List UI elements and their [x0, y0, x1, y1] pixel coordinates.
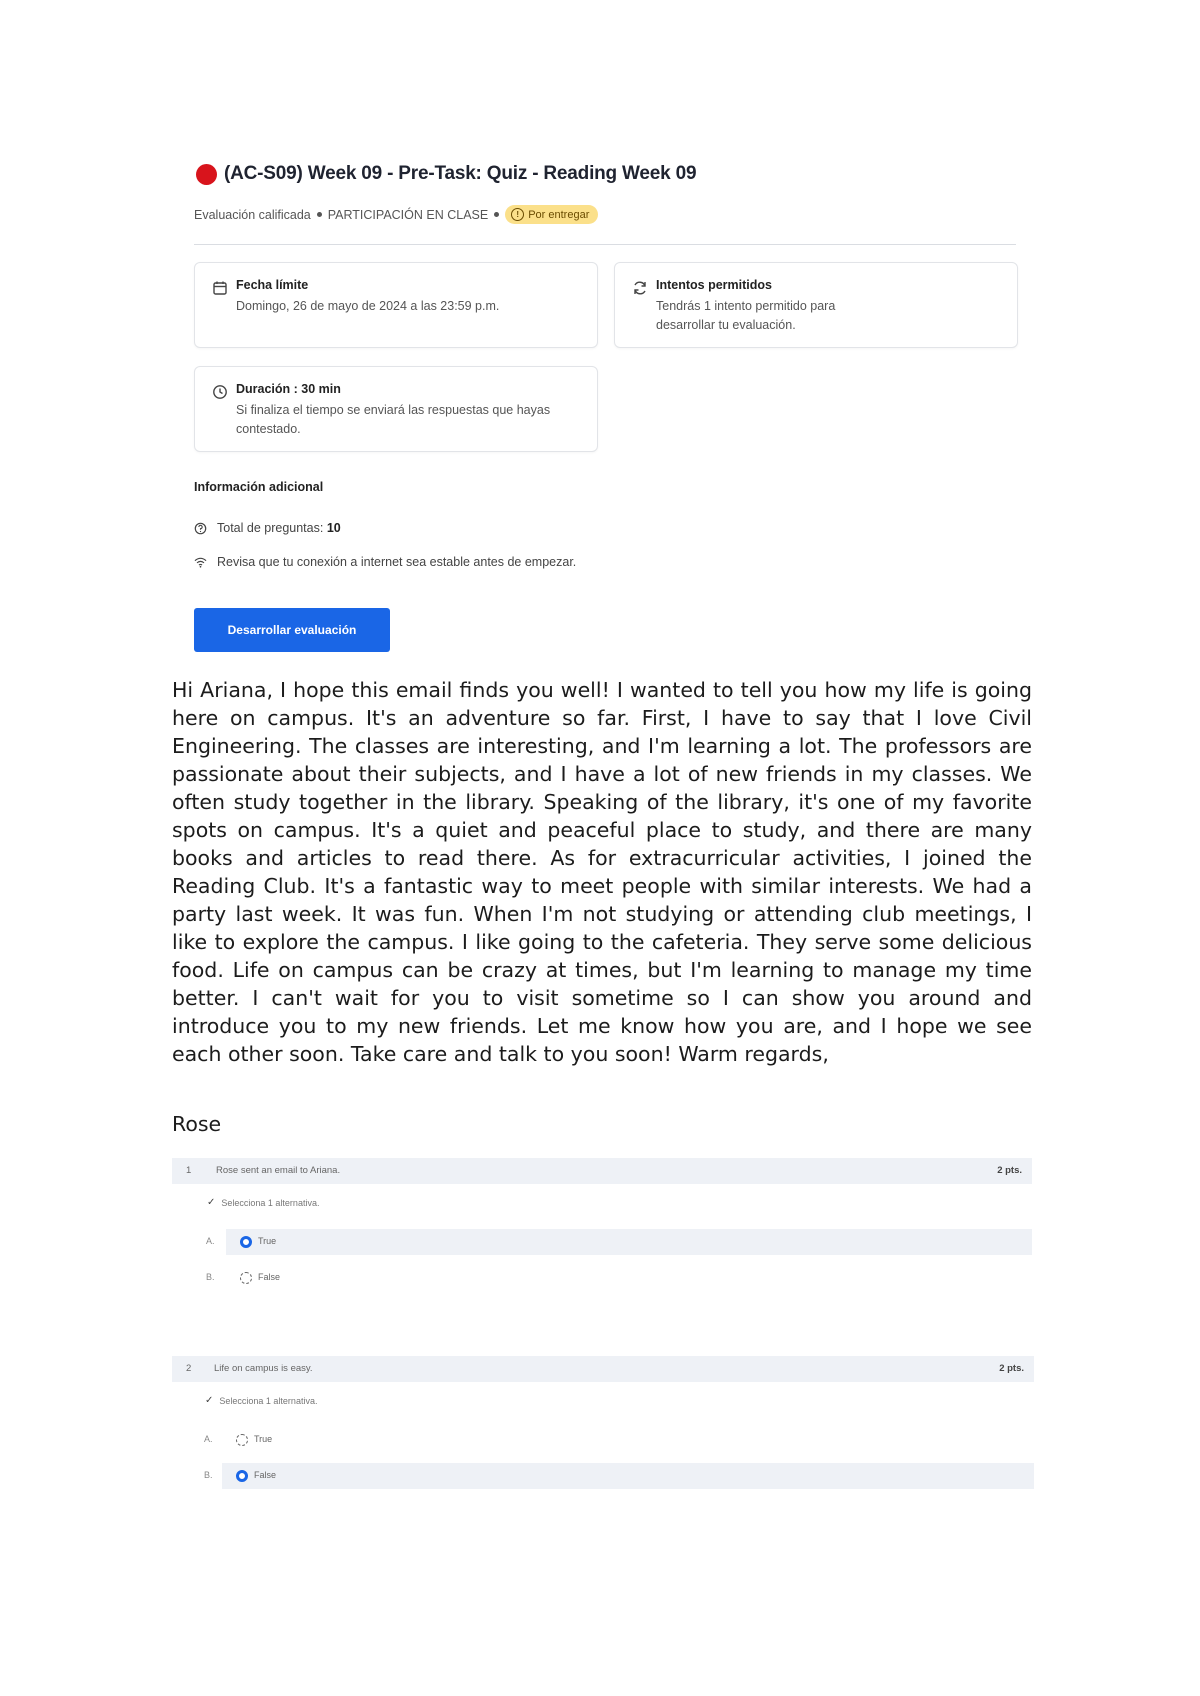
evaluation-category: PARTICIPACIÓN EN CLASE	[327, 207, 489, 222]
status-badge	[505, 205, 598, 224]
question-points: 2 pts.	[999, 1363, 1024, 1374]
email-signature: Rose	[172, 1112, 222, 1136]
duration-title: Duración : 30 min	[236, 382, 341, 396]
option-false[interactable]	[222, 1463, 1034, 1489]
attempts-text: Tendrás 1 intento permitido para desarrollar tu evaluación.	[656, 299, 836, 332]
option-true[interactable]	[222, 1427, 1034, 1453]
option-letter: B.	[206, 1272, 215, 1282]
total-questions-count: 10	[326, 521, 341, 535]
instruction-text: Selecciona 1 alternativa.	[221, 1197, 320, 1208]
option-true[interactable]	[226, 1229, 1032, 1255]
clock-icon	[212, 384, 228, 400]
wifi-icon	[194, 556, 207, 569]
question-instruction	[205, 1395, 317, 1406]
option-letter: B.	[204, 1470, 213, 1480]
deadline-text: Domingo, 26 de mayo de 2024 a las 23:59 p.m.	[236, 299, 500, 313]
start-evaluation-button[interactable]: Desarrollar evaluación	[194, 608, 390, 652]
refresh-icon	[632, 280, 648, 296]
check-icon: ✓	[205, 1395, 214, 1406]
attempts-card	[614, 262, 1018, 348]
question-number: 2	[186, 1363, 192, 1374]
duration-text: Si finaliza el tiempo se enviará las respuestas que hayas contestado.	[236, 403, 551, 436]
quiz-meta	[194, 205, 598, 224]
deadline-card	[194, 262, 598, 348]
question-icon	[194, 522, 207, 535]
option-label: False	[258, 1272, 281, 1282]
radio-selected-icon[interactable]	[240, 1236, 252, 1248]
calendar-icon	[212, 280, 228, 296]
question-text: Rose sent an email to Ariana.	[216, 1165, 341, 1176]
page-title: (AC-S09) Week 09 - Pre-Task: Quiz - Reading Week 09	[224, 163, 697, 184]
status-badge-label: Por entregar	[528, 208, 590, 221]
option-label: True	[258, 1236, 277, 1246]
duration-card	[194, 366, 598, 452]
connection-note-row	[194, 555, 576, 569]
option-label: True	[254, 1434, 273, 1444]
option-letter: A.	[206, 1236, 215, 1246]
separator-dot-icon	[317, 212, 322, 217]
instruction-text: Selecciona 1 alternativa.	[219, 1395, 318, 1406]
info-icon: !	[511, 208, 524, 221]
option-letter: A.	[204, 1434, 213, 1444]
option-false[interactable]	[226, 1265, 1032, 1291]
question-text: Life on campus is easy.	[214, 1363, 313, 1374]
radio-unselected-icon[interactable]	[236, 1434, 248, 1446]
divider	[194, 244, 1016, 245]
question-number: 1	[186, 1165, 192, 1176]
evaluation-type: Evaluación calificada	[194, 207, 311, 222]
check-icon: ✓	[207, 1197, 216, 1208]
email-body: Hi Ariana, I hope this email finds you well! I wanted to tell you how my life is going here on campus. It's an adventure so far. First, I have to say that I love Civil Engineering. The classes are interesting, and I'm learning a lot. The professors are passionate about their subjects, and I have a lot of new friends in my classes. We often study together in the library. Speaking of the library, it's one of my favorite spots on campus. It's a quiet and peaceful place to study, and there are many books and articles to read there. As for extracurricular activities, I joined the Reading Club. It's a fantastic way to meet people with similar interests. We had a party last week. It was fun. When I'm not studying or attending club meetings, I like to explore the campus. I like going to the cafeteria. They serve some delicious food. Life on campus can be crazy at times, but I'm learning to manage my time better. I can't wait for you to visit sometime so I can show you around and introduce you to my new friends. Let me know how you are, and I hope we see each other soon. Take care and talk to you soon! Warm regards,	[172, 678, 1032, 1066]
connection-note: Revisa que tu conexión a internet sea estable antes de empezar.	[217, 555, 577, 569]
deadline-title: Fecha límite	[236, 278, 309, 292]
total-questions-label: Total de preguntas:	[217, 521, 324, 535]
separator-dot-icon	[494, 212, 499, 217]
additional-info-title: Información adicional	[194, 480, 324, 494]
status-dot-icon	[196, 164, 217, 185]
quiz-header	[196, 163, 696, 185]
radio-unselected-icon[interactable]	[240, 1272, 252, 1284]
question-points: 2 pts.	[997, 1165, 1022, 1176]
question-header	[172, 1158, 1032, 1184]
question-header	[172, 1356, 1034, 1382]
radio-selected-icon[interactable]	[236, 1470, 248, 1482]
total-questions-row	[194, 521, 341, 535]
attempts-title: Intentos permitidos	[656, 278, 772, 292]
question-instruction	[207, 1197, 319, 1208]
option-label: False	[254, 1470, 277, 1480]
